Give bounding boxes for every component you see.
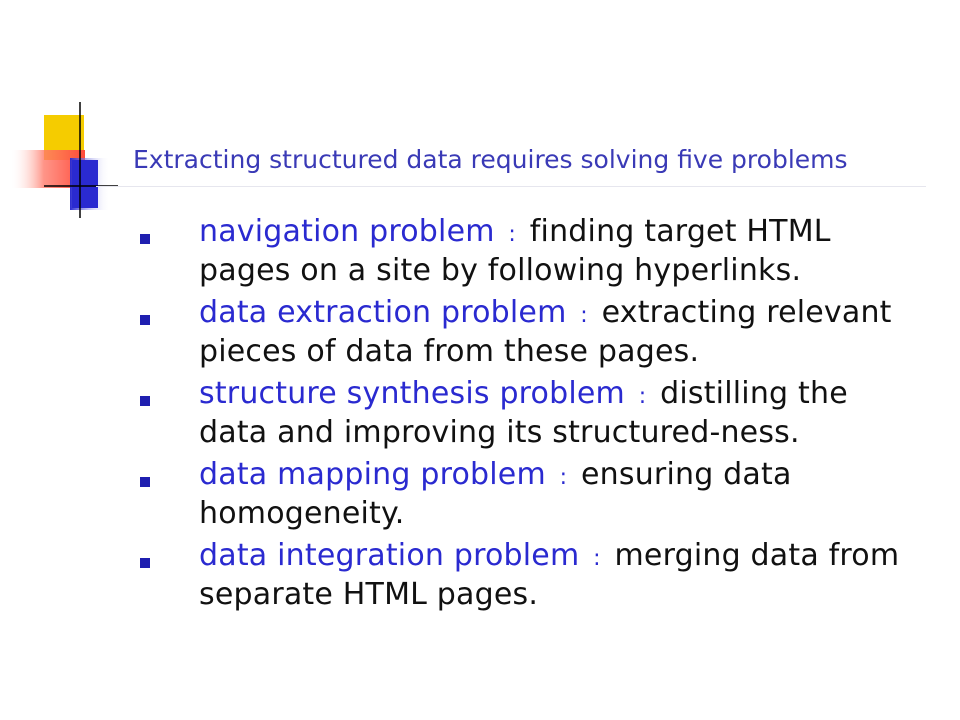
problem-term: structure synthesis problem: [199, 376, 625, 411]
list-item: [140, 538, 920, 613]
separator: :: [638, 384, 647, 409]
problem-description: finding target HTML pages on a site by following hyperlinks.: [199, 214, 831, 288]
problem-term: data integration problem: [199, 538, 580, 573]
separator: :: [559, 465, 568, 490]
separator: :: [508, 222, 517, 247]
list-item: [140, 295, 920, 370]
bullet-list: [140, 214, 920, 619]
square-bullet-icon: [140, 234, 150, 244]
square-bullet-icon: [140, 315, 150, 325]
problem-term: data extraction problem: [199, 295, 567, 330]
square-bullet-icon: [140, 558, 150, 568]
list-item: [140, 214, 920, 289]
problem-term: data mapping problem: [199, 457, 546, 492]
slide-title: Extracting structured data requires solving five problems: [133, 145, 848, 174]
list-item: [140, 457, 920, 532]
separator: :: [580, 303, 588, 328]
problem-description: ensuring data homogeneity.: [199, 457, 792, 531]
list-item: [140, 376, 920, 451]
square-bullet-icon: [140, 396, 150, 406]
problem-description: merging data from separate HTML pages.: [199, 538, 900, 612]
problem-description: extracting relevant pieces of data from these pages.: [199, 295, 892, 369]
title-divider: [96, 186, 926, 187]
slide-decoration-logo: [0, 0, 140, 230]
separator: :: [593, 546, 601, 571]
square-bullet-icon: [140, 477, 150, 487]
problem-description: distilling the data and improving its structured-ness.: [199, 376, 848, 450]
problem-term: navigation problem: [199, 214, 495, 249]
